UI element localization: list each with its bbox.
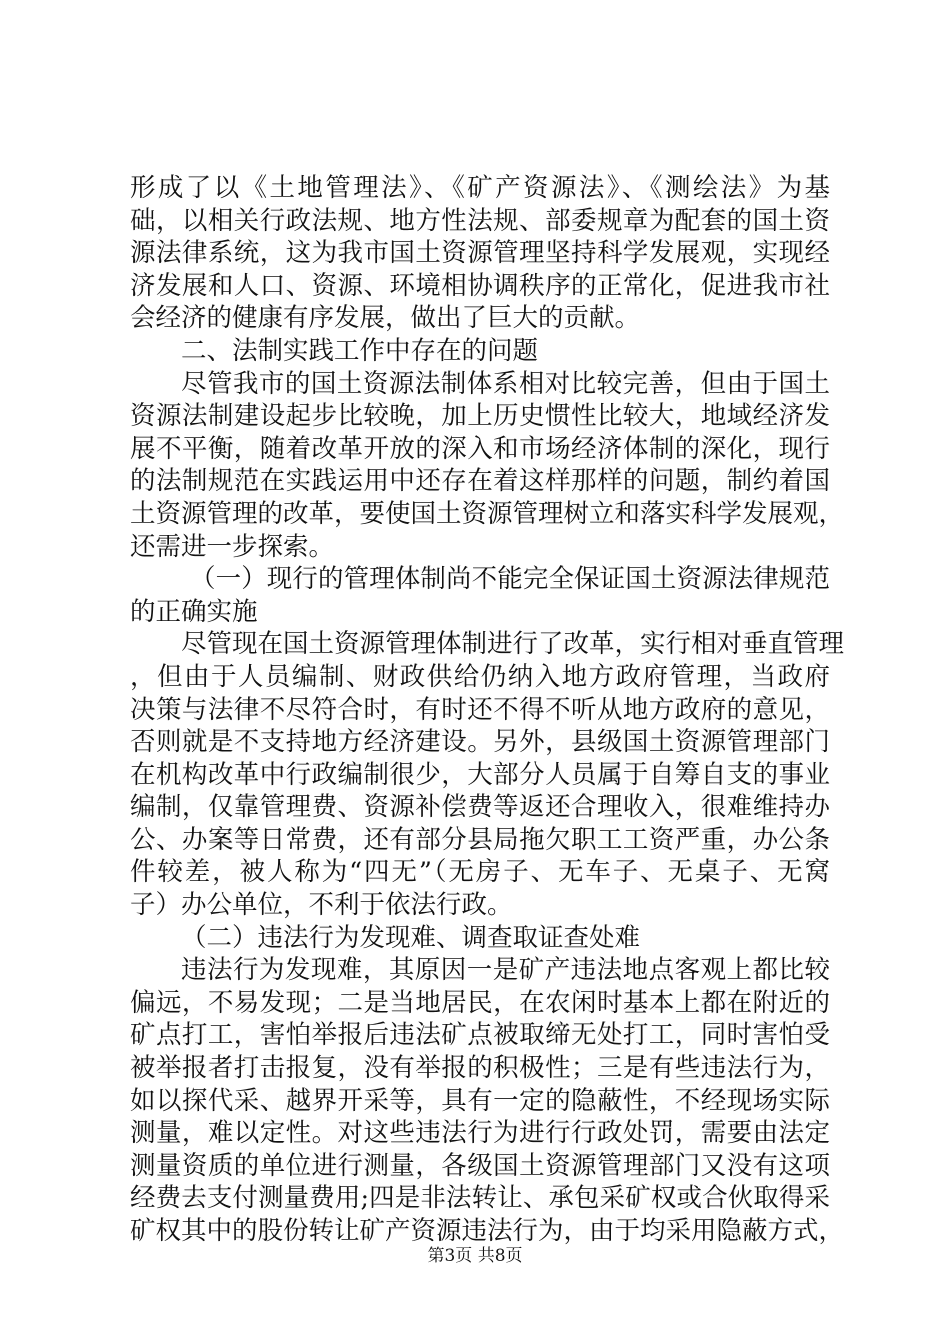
text-line: 资源法制建设起步比较晚，加上历史惯性比较大，地域经济发 (130, 401, 830, 432)
text-line: 编制，仅靠管理费、资源补偿费等返还合理收入，很难维持办 (130, 792, 830, 823)
text-line: 违法行为发现难，其原因一是矿产违法地点客观上都比较 (181, 955, 830, 986)
text-line: 济发展和人口、资源、环境相协调秩序的正常化，促进我市社 (130, 270, 830, 301)
text-line: 被举报者打击报复，没有举报的积极性；三是有些违法行为， (130, 1053, 830, 1084)
text-line: 在机构改革中行政编制很少，大部分人员属于自筹自支的事业 (130, 759, 830, 790)
text-line: 决策与法律不尽符合时，有时还不得不听从地方政府的意见， (130, 694, 830, 725)
page-number-footer: 第3页 共8页 (427, 1246, 523, 1266)
document-body (130, 172, 845, 1248)
text-line: 经费去支付测量费用;四是非法转让、承包采矿权或合伙取得采 (130, 1183, 830, 1214)
text-line: 源法律系统，这为我市国土资源管理坚持科学发展观，实现经 (130, 238, 830, 269)
text-line: 会经济的健康有序发展，做出了巨大的贡献。 (130, 303, 641, 334)
text-line: 矿权其中的股份转让矿产资源违法行为，由于均采用隐蔽方式， (130, 1216, 845, 1246)
subsection-heading: 的正确实施 (130, 596, 258, 627)
subsection-heading: （二）违法行为发现难、调查取证查处难 (181, 922, 641, 953)
text-line: 否则就是不支持地方经济建设。另外，县级国土资源管理部门 (130, 727, 830, 758)
subsection-heading: （一）现行的管理体制尚不能完全保证国土资源法律规范 (190, 564, 830, 595)
text-line: ，但由于人员编制、财政供给仍纳入地方政府管理，当政府 (130, 661, 830, 692)
text-line: 尽管现在国土资源管理体制进行了改革，实行相对垂直管理 (181, 629, 845, 660)
text-line: 子）办公单位，不利于依法行政。 (130, 890, 513, 921)
text-line: 土资源管理的改革，要使国土资源管理树立和落实科学发展观， (130, 498, 845, 529)
text-line: 形成了以《土地管理法》、《矿产资源法》、《测绘法》为基 (130, 173, 830, 203)
text-line: 的法制规范在实践运用中还存在着这样那样的问题，制约着国 (130, 466, 830, 497)
text-line: 尽管我市的国土资源法制体系相对比较完善，但由于国土 (181, 368, 830, 399)
text-line: 测量，难以定性。对这些违法行为进行行政处罚，需要由法定 (130, 1118, 830, 1149)
text-line: 偏远，不易发现；二是当地居民，在农闲时基本上都在附近的 (130, 987, 830, 1018)
text-line: 件较差，被人称为“四无”（无房子、无车子、无桌子、无窝 (130, 857, 830, 888)
text-line: 展不平衡，随着改革开放的深入和市场经济体制的深化，现行 (130, 433, 830, 464)
text-line: 如以探代采、越界开采等，具有一定的隐蔽性，不经现场实际 (130, 1085, 830, 1116)
text-line: 测量资质的单位进行测量，各级国土资源管理部门又没有这项 (130, 1150, 830, 1181)
text-line: 公、办案等日常费，还有部分县局拖欠职工工资严重，办公条 (130, 824, 830, 855)
text-line: 础，以相关行政法规、地方性法规、部委规章为配套的国土资 (130, 205, 830, 236)
text-line: 矿点打工，害怕举报后违法矿点被取缔无处打工，同时害怕受 (130, 1020, 830, 1051)
section-heading: 二、法制实践工作中存在的问题 (181, 335, 539, 366)
text-line: 还需进一步探索。 (130, 531, 335, 562)
